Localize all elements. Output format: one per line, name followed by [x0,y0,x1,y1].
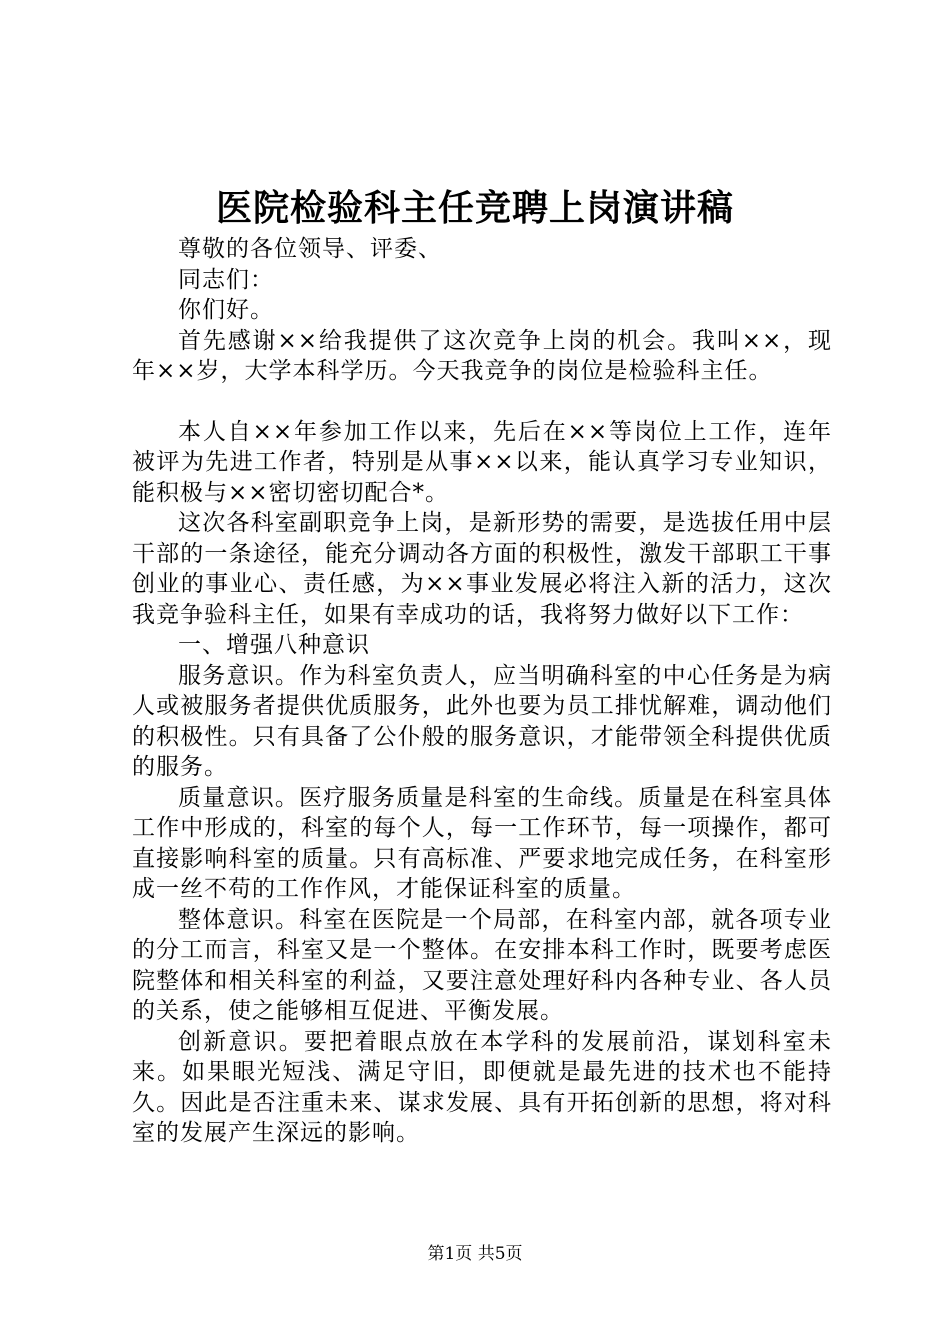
salutation-line-2: 同志们： [178,266,274,293]
paragraph-quality: 质量意识。医疗服务质量是科室的生命线。质量是在科室具体工作中形成的，科室的每个人，每一工作环节，每一项操作，都可直接影响科室的质量。只有高标准、严要求地完成任务，在科室形成一丝不苟的工作作风，才能保证科室的质量。 [132,784,832,902]
paragraph-competition: 这次各科室副职竞争上岗，是新形势的需要，是选拔任用中层干部的一条途径，能充分调动各方面的积极性，激发干部职工干事创业的事业心、责任感，为××事业发展必将注入新的活力，这次我竞争验科主任，如果有幸成功的话，我将努力做好以下工作： [132,510,832,628]
section-heading: 一、增强八种意识 [178,632,370,658]
paragraph-innovation: 创新意识。要把着眼点放在本学科的发展前沿，谋划科室未来。如果眼光短浅、满足守旧，即便就是最先进的技术也不能持久。因此是否注重未来、谋求发展、具有开拓创新的思想，将对科室的发展产生深远的影响。 [132,1028,832,1146]
greeting-line: 你们好。 [178,297,274,323]
paragraph-introduction: 首先感谢××给我提供了这次竞争上岗的机会。我叫××，现年××岁，大学本科学历。今天我竞争的岗位是检验科主任。 [132,327,832,384]
page-number-footer: 第1页 共5页 [427,1244,523,1264]
paragraph-work-history: 本人自××年参加工作以来，先后在××等岗位上工作，连年被评为先进工作者，特别是从事××以来，能认真学习专业知识，能积极与××密切密切配合*。 [132,418,832,506]
document-body [132,234,832,1149]
paragraph-integrity: 整体意识。科室在医院是一个局部，在科室内部，就各项专业的分工而言，科室又是一个整体。在安排本科工作时，既要考虑医院整体和相关科室的利益，又要注意处理好科内各种专业、各人员的关系，使之能够相互促进、平衡发展。 [132,906,832,1024]
salutation-line-1: 尊敬的各位领导、评委、 [178,236,442,262]
document-title: 医院检验科主任竞聘上岗演讲稿 [215,187,734,229]
paragraph-service: 服务意识。作为科室负责人，应当明确科室的中心任务是为病人或被服务者提供优质服务，此外也要为员工排忧解难，调动他们的积极性。只有具备了公仆般的服务意识，才能带领全科提供优质的服务。 [132,662,832,780]
